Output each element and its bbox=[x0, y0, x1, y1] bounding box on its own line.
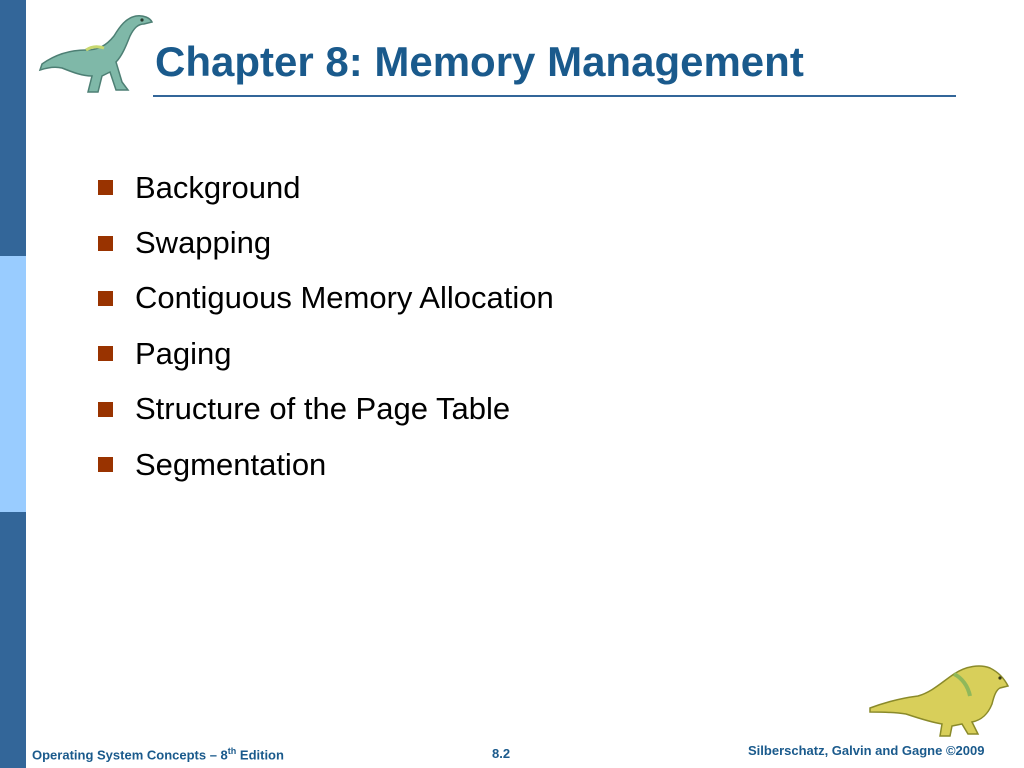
sidebar-band-top bbox=[0, 0, 26, 256]
bullet-list bbox=[98, 160, 554, 492]
slide-title: Chapter 8: Memory Management bbox=[155, 38, 804, 85]
list-item bbox=[98, 382, 554, 437]
square-bullet-icon bbox=[98, 180, 113, 195]
list-item bbox=[98, 437, 554, 492]
bullet-text: Swapping bbox=[135, 225, 272, 261]
bullet-text: Segmentation bbox=[135, 446, 327, 482]
list-item bbox=[98, 215, 554, 270]
square-bullet-icon bbox=[98, 346, 113, 361]
square-bullet-icon bbox=[98, 291, 113, 306]
footer-book-title: Operating System Concepts – 8th Edition bbox=[32, 746, 284, 763]
bullet-text: Contiguous Memory Allocation bbox=[135, 280, 554, 316]
square-bullet-icon bbox=[98, 402, 113, 417]
footer-page-number: 8.2 bbox=[492, 746, 511, 761]
dinosaur-icon bbox=[866, 658, 1016, 738]
bullet-text: Paging bbox=[135, 335, 232, 371]
sidebar-band-middle bbox=[0, 256, 26, 512]
footer-copyright: Silberschatz, Galvin and Gagne ©2009 bbox=[748, 743, 985, 758]
sidebar-band-bottom bbox=[0, 512, 26, 768]
dinosaur-icon bbox=[36, 6, 158, 98]
list-item bbox=[98, 160, 554, 215]
list-item bbox=[98, 326, 554, 381]
bullet-text: Background bbox=[135, 169, 301, 205]
list-item bbox=[98, 271, 554, 326]
square-bullet-icon bbox=[98, 236, 113, 251]
square-bullet-icon bbox=[98, 457, 113, 472]
bullet-text: Structure of the Page Table bbox=[135, 391, 511, 427]
title-divider bbox=[153, 95, 956, 97]
